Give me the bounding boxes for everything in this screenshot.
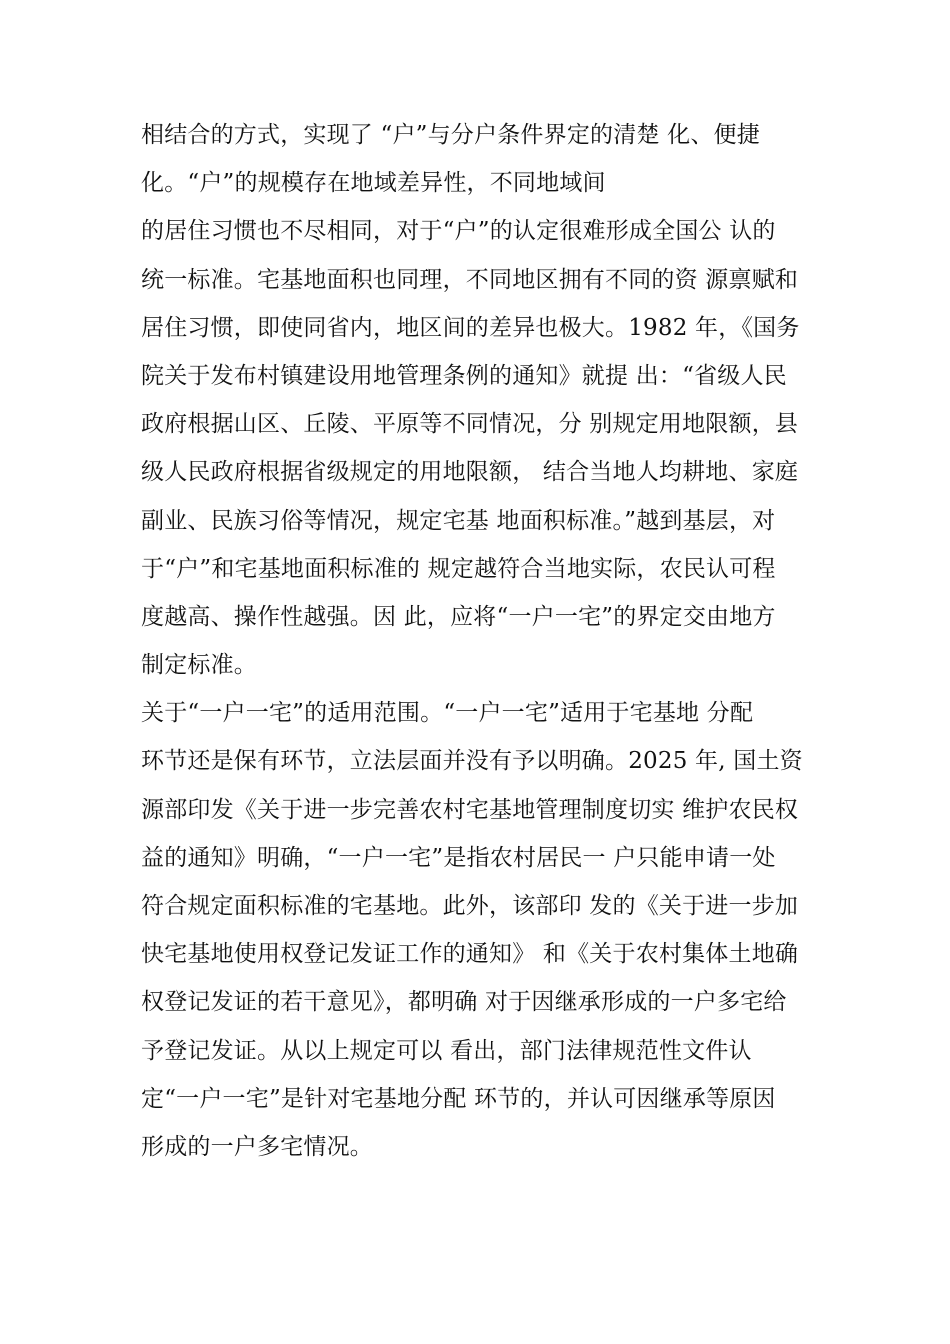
text-line: 院关于发布村镇建设用地管理条例的通知》就提 出：“省级人民 [141, 362, 787, 389]
text-line: 源部印发《关于进一步完善农村宅基地管理制度切实 维护农民权 [141, 796, 799, 823]
text-line: 关于“一户一宅”的适用范围。“一户一宅”适用于宅基地 分配 [141, 700, 754, 727]
text-line: 政府根据山区、丘陵、平原等不同情况，分 别规定用地限额，县 [141, 411, 799, 438]
body-text [141, 111, 831, 1171]
text-line: 益的通知》明确，“一户一宅”是指农村居民一 户只能申请一处 [141, 844, 776, 871]
text-line: 权登记发证的若干意见》，都明确 对于因继承形成的一户多宅给 [141, 989, 787, 1016]
text-line: 予登记发证。从以上规定可以 看出，部门法律规范性文件认 [141, 1037, 752, 1064]
text-line: 制定标准。 [141, 652, 257, 679]
text-line: 统一标准。宅基地面积也同理，不同地区拥有不同的资 源禀赋和 [141, 266, 799, 293]
text-line: 居住习惯，即使同省内，地区间的差异也极大。1982 年，《国务 [141, 314, 800, 341]
text-line: 符合规定面积标准的宅基地。此外，该部印 发的《关于进一步加 [141, 893, 799, 919]
text-line: 度越高、操作性越强。因 此，应将“一户一宅”的界定交由地方 [141, 603, 776, 630]
text-line: 快宅基地使用权登记发证工作的通知》 和《关于农村集体土地确 [141, 941, 799, 968]
text-line: 的居住习惯也不尽相同，对于“户”的认定很难形成全国公 认的 [141, 218, 776, 245]
text-line: 定“一户一宅”是针对宅基地分配 环节的，并认可因继承等原因 [141, 1085, 776, 1112]
text-line: 形成的一户多宅情况。 [141, 1133, 373, 1160]
text-line: 相结合的方式，实现了 “户”与分户条件界定的清楚 化、便捷 [141, 122, 760, 148]
text-line: 化。“户”的规模存在地域差异性，不同地域间 [141, 170, 606, 197]
text-line: 于“户”和宅基地面积标准的 规定越符合当地实际，农民认可程 [141, 555, 776, 582]
text-line: 级人民政府根据省级规定的用地限额， 结合当地人均耕地、家庭 [141, 459, 799, 486]
text-line: 环节还是保有环节，立法层面并没有予以明确。2025 年, 国土资 [141, 748, 803, 775]
text-line: 副业、民族习俗等情况，规定宅基 地面积标准。”越到基层，对 [141, 507, 776, 534]
